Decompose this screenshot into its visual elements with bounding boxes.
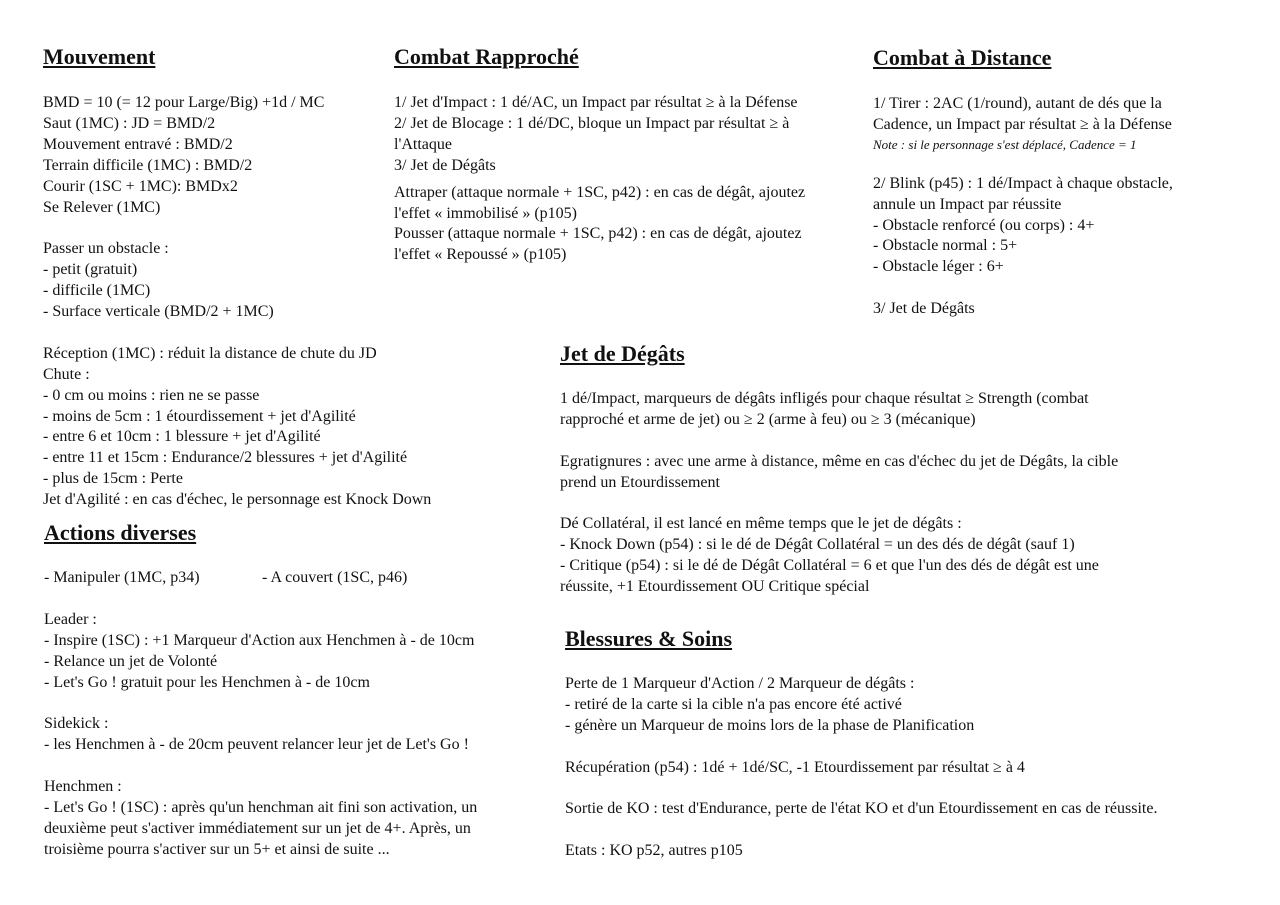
text-line: - Let's Go ! gratuit pour les Henchmen à - de 10cm: [44, 673, 370, 691]
text-line: Etats : KO p52, autres p105: [565, 842, 743, 860]
heading-combat-rapproche: Combat Rapproché: [394, 44, 579, 69]
actions-lines: [44, 589, 477, 861]
blink-lines: [873, 174, 1173, 320]
text-line: Leader :: [44, 610, 97, 628]
text-line: [560, 494, 1118, 515]
text-line: Mouvement entravé : BMD/2: [43, 135, 233, 153]
text-line: Attraper (attaque normale + 1SC, p42) : en cas de dégât, ajoutez: [394, 183, 806, 201]
text-line: - Surface verticale (BMD/2 + 1MC): [43, 303, 274, 321]
mouvement-lines: [43, 93, 431, 511]
text-line: - Obstacle normal : 5+: [873, 237, 1018, 255]
text-line: - 0 cm ou moins : rien ne se passe: [43, 386, 260, 404]
text-line: Egratignures : avec une arme à distance, même en cas d'échec du jet de Dégâts, la cible: [560, 452, 1119, 470]
text-line: Terrain difficile (1MC) : BMD/2: [43, 156, 253, 174]
text-line: Jet d'Agilité : en cas d'échec, le personnage est Knock Down: [43, 491, 432, 509]
jet-degats-lines: [560, 389, 1118, 598]
section-combat-distance: [873, 45, 1173, 320]
actions-first-row: [44, 568, 477, 589]
text-line: [873, 278, 1173, 299]
text-line: - les Henchmen à - de 20cm peuvent relancer leur jet de Let's Go !: [44, 736, 469, 754]
text-line: 2/ Blink (p45) : 1 dé/Impact à chaque obstacle,: [873, 174, 1173, 192]
heading-actions-diverses: Actions diverses: [44, 520, 197, 545]
text-line: - Obstacle renforcé (ou corps) : 4+: [873, 216, 1095, 234]
text-line: Réception (1MC) : réduit la distance de chute du JD: [43, 344, 377, 362]
text-line: - plus de 15cm : Perte: [43, 470, 183, 488]
text-line: Dé Collatéral, il est lancé en même temps que le jet de dégâts :: [560, 515, 962, 533]
text-line: Récupération (p54) : 1dé + 1dé/SC, -1 Etourdissement par résultat ≥ à 4: [565, 758, 1025, 776]
text-line: 1 dé/Impact, marqueurs de dégâts infligés pour chaque résultat ≥ Strength (combat: [560, 390, 1089, 407]
heading-combat-distance: Combat à Distance: [873, 45, 1052, 70]
text-line: [44, 693, 477, 714]
text-line: 3/ Jet de Dégâts: [873, 300, 975, 318]
section-jet-degats: [560, 341, 1118, 598]
tirer-line-2: Cadence, un Impact par résultat ≥ à la Défense: [873, 115, 1172, 133]
text-line: - moins de 5cm : 1 étourdissement + jet d'Agilité: [43, 407, 356, 425]
text-line: prend un Etourdissement: [560, 473, 720, 491]
text-line: Perte de 1 Marqueur d'Action / 2 Marqueur de dégâts :: [565, 675, 915, 692]
text-line: [44, 756, 477, 777]
text-line: réussite, +1 Etourdissement OU Critique spécial: [560, 578, 870, 596]
text-line: - entre 11 et 15cm : Endurance/2 blessures + jet d'Agilité: [43, 449, 408, 467]
combat-rapproche-actions: [394, 183, 805, 267]
text-line: - Critique (p54) : si le dé de Dégât Collatéral = 6 et que l'un des dés de dégât est une: [560, 557, 1099, 575]
text-line: Henchmen :: [44, 778, 122, 796]
text-line: Sortie de KO : test d'Endurance, perte de l'état KO et d'un Etourdissement en cas de réussite.: [565, 800, 1158, 818]
section-mouvement: [43, 44, 431, 511]
blessures-lines: [565, 674, 1157, 862]
text-line: - Knock Down (p54) : si le dé de Dégât Collatéral = un des dés de dégât (sauf 1): [560, 536, 1075, 554]
section-actions-diverses: [44, 520, 477, 861]
couvert-text: - A couvert (1SC, p46): [262, 569, 408, 586]
text-line: - difficile (1MC): [43, 282, 151, 300]
text-line: Saut (1MC) : JD = BMD/2: [43, 114, 216, 132]
text-line: Passer un obstacle :: [43, 240, 169, 258]
text-line: - petit (gratuit): [43, 261, 138, 279]
text-line: [44, 589, 477, 610]
text-line: troisième pourra s'activer sur un 5+ et ainsi de suite ...: [44, 840, 390, 858]
section-blessures-soins: [565, 626, 1157, 862]
text-line: [565, 779, 1157, 800]
text-line: Sidekick :: [44, 715, 109, 733]
text-line: l'effet « immobilisé » (p105): [394, 204, 577, 222]
manipuler-text: - Manipuler (1MC, p34): [44, 569, 200, 586]
text-line: l'Attaque: [394, 135, 452, 153]
text-line: 1/ Jet d'Impact : 1 dé/AC, un Impact par résultat ≥ à la Défense: [394, 94, 798, 111]
text-line: rapproché et arme de jet) ou ≥ 2 (arme à feu) ou ≥ 3 (mécanique): [560, 410, 976, 428]
text-line: Courir (1SC + 1MC): BMDx2: [43, 177, 238, 195]
text-line: - génère un Marqueur de moins lors de la phase de Planification: [565, 716, 975, 734]
text-line: Chute :: [43, 365, 90, 383]
heading-blessures-soins: Blessures & Soins: [565, 626, 733, 651]
text-line: annule un Impact par réussite: [873, 195, 1062, 213]
text-line: BMD = 10 (= 12 pour Large/Big) +1d / MC: [43, 94, 325, 111]
tirer-line-1: 1/ Tirer : 2AC (1/round), autant de dés que la: [873, 95, 1162, 112]
tirer-note: Note : si le personnage s'est déplacé, Cadence = 1: [873, 136, 1137, 152]
text-line: [565, 737, 1157, 758]
text-line: l'effet « Repoussé » (p105): [394, 246, 567, 264]
text-line: deuxième peut s'activer immédiatement sur un jet de 4+. Après, un: [44, 819, 471, 837]
text-line: - Let's Go ! (1SC) : après qu'un henchman ait fini son activation, un: [44, 798, 478, 816]
text-line: [43, 323, 431, 344]
section-combat-rapproche: [394, 44, 805, 266]
heading-mouvement: Mouvement: [43, 44, 156, 69]
text-line: - Inspire (1SC) : +1 Marqueur d'Action aux Henchmen à - de 10cm: [44, 631, 475, 649]
text-line: Pousser (attaque normale + 1SC, p42) : en cas de dégât, ajoutez: [394, 225, 802, 243]
text-line: - Relance un jet de Volonté: [44, 652, 218, 670]
text-line: 3/ Jet de Dégâts: [394, 156, 496, 174]
text-line: [565, 820, 1157, 841]
text-line: - entre 6 et 10cm : 1 blessure + jet d'Agilité: [43, 428, 321, 446]
text-line: [43, 218, 431, 239]
text-line: Se Relever (1MC): [43, 198, 161, 216]
text-line: - retiré de la carte si la cible n'a pas encore été activé: [565, 695, 902, 713]
combat-rapproche-jets: [394, 93, 805, 177]
text-line: - Obstacle léger : 6+: [873, 258, 1004, 276]
text-line: [560, 431, 1118, 452]
heading-jet-degats: Jet de Dégâts: [560, 341, 685, 366]
text-line: 2/ Jet de Blocage : 1 dé/DC, bloque un Impact par résultat ≥ à: [394, 114, 790, 132]
